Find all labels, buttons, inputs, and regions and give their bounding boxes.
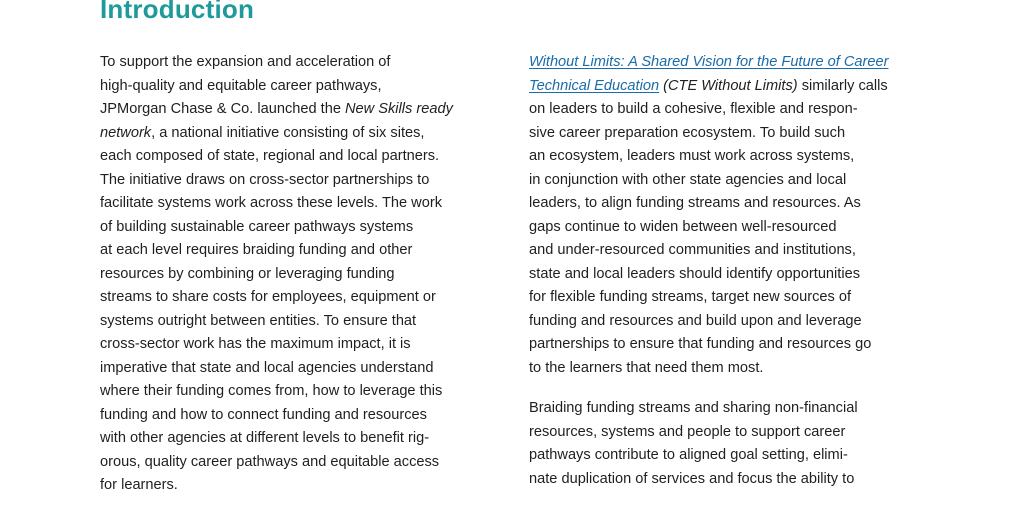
text-line (100, 357, 495, 381)
text-line (529, 98, 924, 122)
text-line (529, 51, 924, 75)
text-line (529, 310, 924, 334)
intro-paragraph-right-1 (529, 51, 924, 380)
text-line (529, 444, 924, 468)
right-text-column (529, 51, 924, 491)
body-text: systems outright between entities. To ensure that (100, 312, 417, 329)
text-line (100, 263, 495, 287)
body-text: high-quality and equitable career pathways, (100, 77, 382, 94)
paragraph-spacer (529, 380, 924, 397)
text-line (100, 451, 495, 475)
body-text: to the learners that need them most. (529, 359, 764, 376)
text-line (100, 286, 495, 310)
intro-paragraph-left (100, 51, 495, 498)
text-line (100, 75, 495, 99)
text-line (100, 310, 495, 334)
body-text: resources by combining or leveraging funding (100, 265, 395, 282)
text-line (529, 357, 924, 381)
text-line (100, 98, 495, 122)
body-text: leaders, to align funding streams and resources. As (529, 195, 861, 211)
body-text: nate duplication of services and focus the ability to (529, 470, 855, 487)
body-text: for flexible funding streams, target new sources of (529, 289, 852, 305)
text-line (529, 286, 924, 310)
text-line (529, 145, 924, 169)
body-text: pathways contribute to aligned goal setting, elimi- (529, 447, 848, 463)
body-text: partnerships to ensure that funding and resources go (529, 336, 872, 352)
report-title-link[interactable]: Without Limits: A Shared Vision for the Future of Career (529, 54, 889, 70)
body-text: for learners. (100, 477, 178, 493)
body-text: resources, systems and people to support career (529, 423, 846, 440)
text-line (100, 333, 495, 357)
text-line (100, 169, 495, 193)
left-text-column (100, 51, 495, 498)
body-text: on leaders to build a cohesive, flexible and respon- (529, 101, 858, 117)
text-line (529, 333, 924, 357)
body-text: at each level requires braiding funding and other (100, 242, 413, 258)
body-text: gaps continue to widen between well-resourced (529, 218, 837, 235)
text-line (529, 75, 924, 99)
body-text: with other agencies at different levels to benefit rig- (100, 430, 430, 446)
body-text: each composed of state, regional and local partners. (100, 148, 440, 164)
text-line (529, 169, 924, 193)
body-text: sive career preparation ecosystem. To build such (529, 124, 846, 141)
text-line (100, 239, 495, 263)
body-text: orous, quality career pathways and equitable access (100, 453, 440, 470)
body-text: of building sustainable career pathways systems (100, 218, 414, 235)
text-line (100, 404, 495, 428)
body-text: in conjunction with other state agencies and local (529, 171, 847, 188)
section-heading: Introduction (100, 0, 255, 24)
text-line (529, 192, 924, 216)
text-line (529, 421, 924, 445)
italic-title-text: New Skills ready (345, 101, 453, 117)
body-text: imperative that state and local agencies understand (100, 359, 434, 376)
text-line (529, 122, 924, 146)
text-line (100, 427, 495, 451)
body-text: JPMorgan Chase & Co. launched the (100, 101, 345, 117)
intro-paragraph-right-2 (529, 397, 924, 491)
report-title-link[interactable]: Technical Education (529, 77, 660, 94)
italic-title-text: (CTE Without Limits) (663, 77, 798, 94)
text-line (529, 397, 924, 421)
text-line (100, 145, 495, 169)
text-line (100, 380, 495, 404)
body-text: funding and resources and build upon and leverage (529, 312, 862, 329)
text-line (100, 51, 495, 75)
body-text: streams to share costs for employees, equipment or (100, 289, 436, 305)
body-text: cross-sector work has the maximum impact, it is (100, 336, 411, 352)
text-line (100, 122, 495, 146)
body-text: , a national initiative consisting of six sites, (151, 124, 425, 141)
text-line (529, 468, 924, 492)
body-text: an ecosystem, leaders must work across systems, (529, 148, 855, 164)
body-text: The initiative draws on cross-sector partnerships to (100, 171, 430, 188)
text-line (100, 474, 495, 498)
italic-title-text: network (100, 124, 152, 141)
text-line (529, 263, 924, 287)
body-text: and under-resourced communities and institutions, (529, 242, 856, 258)
text-line (100, 192, 495, 216)
body-text: facilitate systems work across these levels. The work (100, 195, 442, 211)
body-text: where their funding comes from, how to leverage this (100, 383, 443, 399)
body-text: Braiding funding streams and sharing non-financial (529, 400, 858, 416)
body-text: state and local leaders should identify opportunities (529, 265, 861, 282)
text-line (529, 216, 924, 240)
body-text: funding and how to connect funding and resources (100, 406, 427, 423)
body-text: To support the expansion and acceleration of (100, 54, 391, 70)
text-line (529, 239, 924, 263)
text-line (100, 216, 495, 240)
body-text: similarly calls (797, 77, 888, 94)
